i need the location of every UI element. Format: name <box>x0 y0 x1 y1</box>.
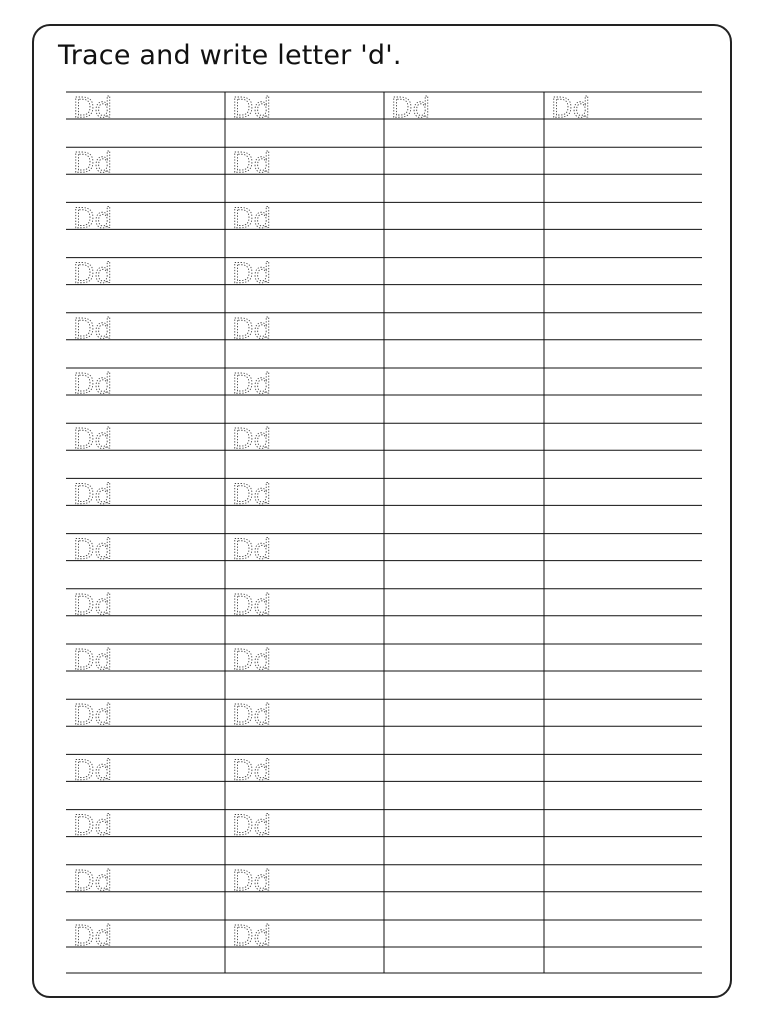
trace-letter-dd: Dd <box>232 477 272 511</box>
trace-letter-dd: Dd <box>232 808 272 842</box>
trace-letter-dd: Dd <box>73 919 113 952</box>
trace-letter-dd: Dd <box>73 201 113 235</box>
trace-letter-dd: Dd <box>73 256 113 290</box>
trace-letter-dd: Dd <box>73 753 113 787</box>
trace-letter-dd: Dd <box>73 91 113 124</box>
trace-letter-dd: Dd <box>232 256 272 290</box>
trace-letter-dd: Dd <box>73 532 113 566</box>
trace-letter-dd: Dd <box>232 919 272 952</box>
worksheet-title: Trace and write letter 'd'. <box>58 40 402 71</box>
trace-letter-dd: Dd <box>232 863 272 897</box>
trace-letter-dd: Dd <box>232 753 272 787</box>
trace-letter-dd: Dd <box>232 587 272 621</box>
trace-letter-dd: Dd <box>73 643 113 676</box>
trace-letter-dd: Dd <box>391 91 431 124</box>
trace-letter-dd: Dd <box>551 91 591 124</box>
trace-letter-dd: Dd <box>232 532 272 566</box>
trace-letter-dd: Dd <box>73 422 113 456</box>
trace-letter-dd: Dd <box>232 201 272 235</box>
trace-letter-dd: Dd <box>232 146 272 180</box>
trace-letter-dd: Dd <box>73 477 113 511</box>
trace-letter-dd: Dd <box>73 587 113 621</box>
trace-letter-dd: Dd <box>73 808 113 842</box>
trace-letter-dd: Dd <box>232 698 272 732</box>
trace-letter-dd: Dd <box>73 311 113 345</box>
trace-letter-dd: Dd <box>73 146 113 180</box>
trace-letter-dd: Dd <box>73 863 113 897</box>
trace-letter-dd: Dd <box>232 367 272 400</box>
trace-letter-dd: Dd <box>232 422 272 456</box>
trace-letter-dd: Dd <box>232 311 272 345</box>
trace-letter-dd: Dd <box>73 367 113 400</box>
trace-letter-dd: Dd <box>232 91 272 124</box>
trace-letter-dd: Dd <box>232 643 272 676</box>
trace-letter-dd: Dd <box>73 698 113 732</box>
